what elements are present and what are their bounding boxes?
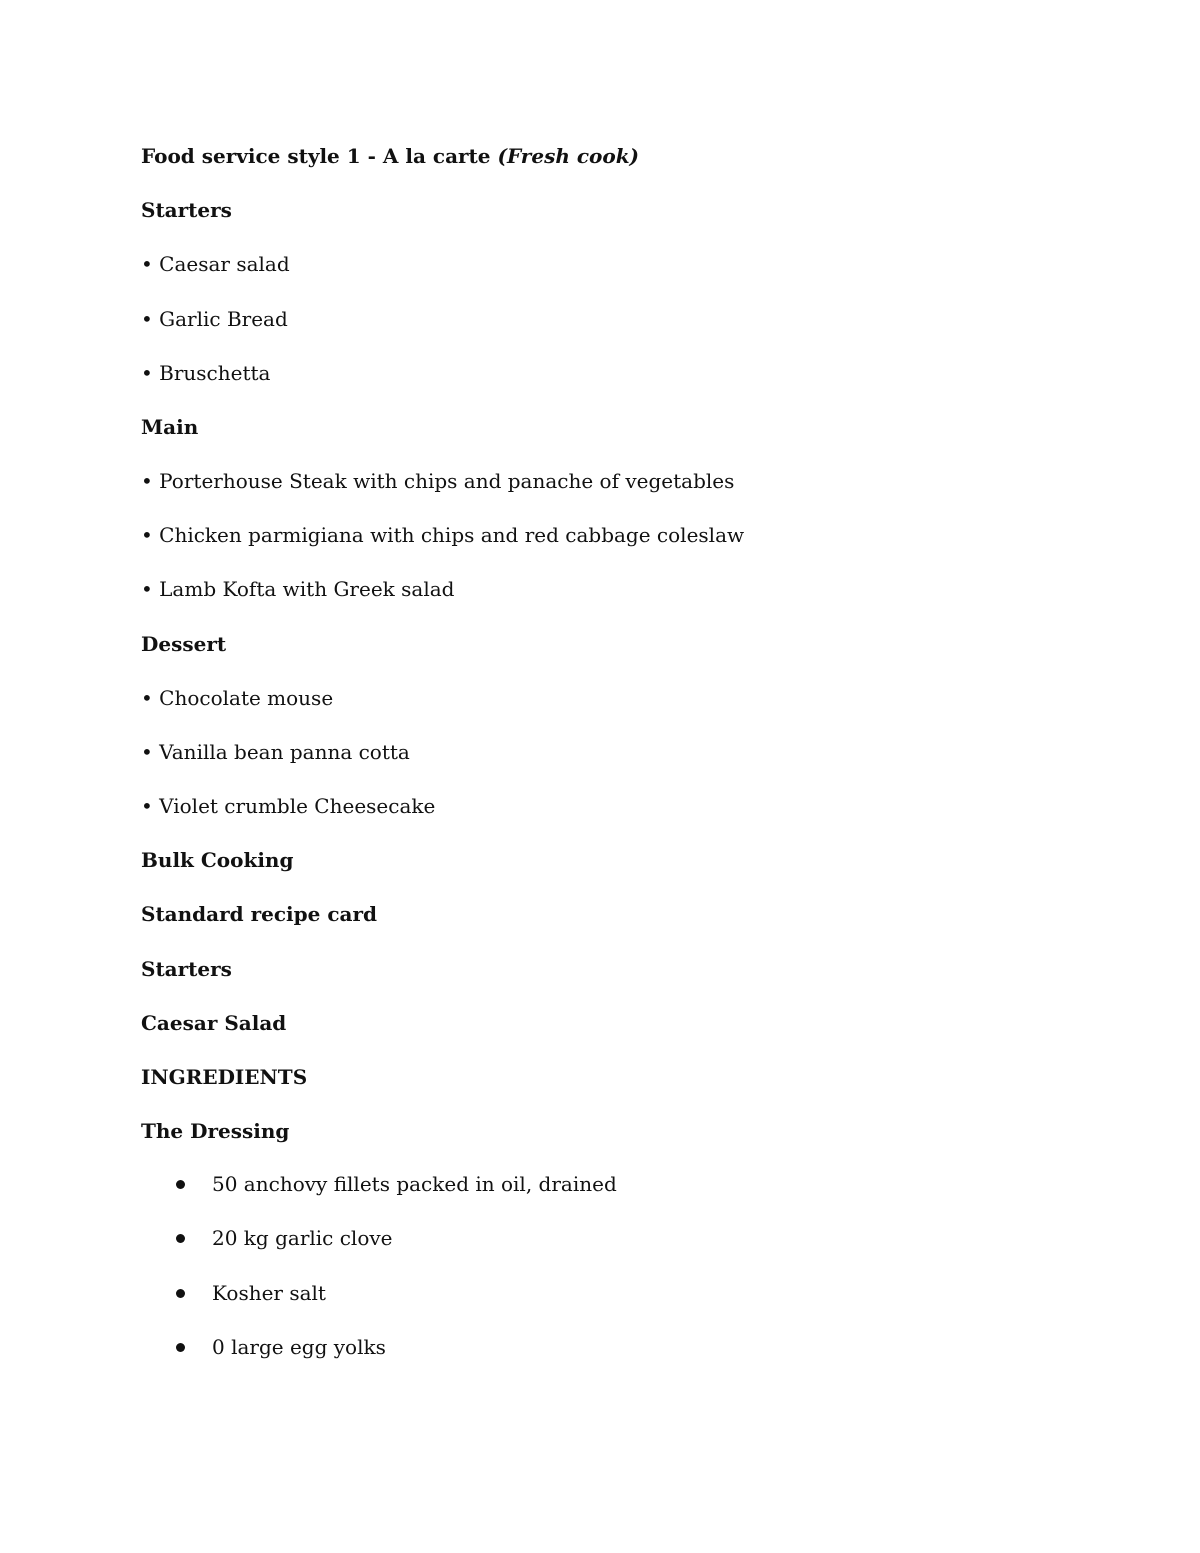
starter-item: • Bruschetta (141, 361, 271, 385)
dessert-item: • Chocolate mouse (141, 686, 334, 710)
main-item: • Chicken parmigiana with chips and red cabbage coleslaw (141, 523, 745, 547)
main-item: • Porterhouse Steak with chips and panache of vegetables (141, 469, 735, 493)
bulk-cooking-heading: Bulk Cooking (141, 848, 294, 872)
title-main: Food service style 1 - A la carte (141, 144, 491, 168)
dessert-heading: Dessert (141, 632, 227, 656)
ingredient-text: 20 kg garlic clove (212, 1226, 393, 1250)
dessert-item: • Violet crumble Cheesecake (141, 794, 436, 818)
ingredients-heading: INGREDIENTS (141, 1065, 308, 1089)
bullet-icon (176, 1343, 185, 1352)
dressing-heading: The Dressing (141, 1119, 290, 1143)
starters-heading-2: Starters (141, 957, 232, 981)
recipe-card-heading: Standard recipe card (141, 902, 377, 926)
starter-item: • Caesar salad (141, 252, 290, 276)
bullet-icon (176, 1180, 185, 1189)
bullet-icon (176, 1289, 185, 1298)
dessert-item: • Vanilla bean panna cotta (141, 740, 410, 764)
bullet-icon (176, 1234, 185, 1243)
ingredient-text: 0 large egg yolks (212, 1335, 386, 1359)
ingredient-text: 50 anchovy fillets packed in oil, drained (212, 1172, 617, 1196)
main-heading: Main (141, 415, 199, 439)
ingredient-text: Kosher salt (212, 1281, 326, 1305)
title-italic: (Fresh cook) (497, 144, 640, 168)
starter-item: • Garlic Bread (141, 307, 288, 331)
starters-heading: Starters (141, 198, 232, 222)
main-item: • Lamb Kofta with Greek salad (141, 577, 455, 601)
document-title (141, 143, 639, 169)
recipe-title: Caesar Salad (141, 1011, 287, 1035)
